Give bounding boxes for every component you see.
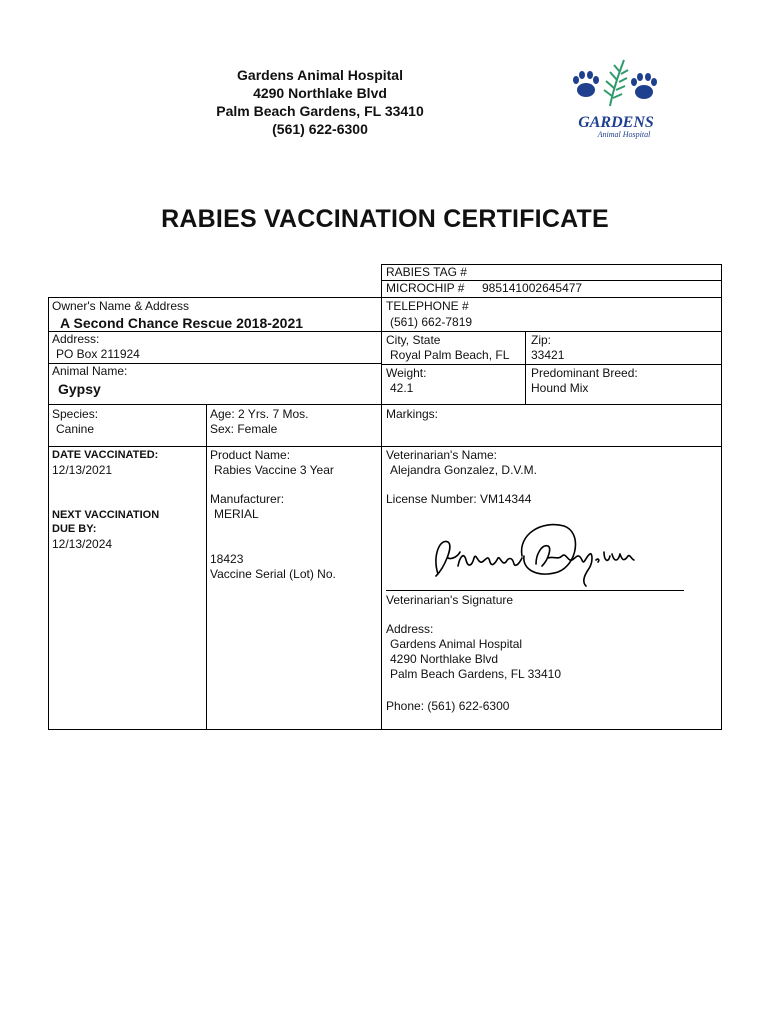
serial-label: Vaccine Serial (Lot) No. <box>210 567 336 581</box>
vet-address-2: 4290 Northlake Blvd <box>390 652 499 666</box>
address-value: PO Box 211924 <box>56 347 140 361</box>
paw-icon-right <box>631 73 657 99</box>
zip-value: 33421 <box>531 348 565 362</box>
divider-v-left <box>206 404 207 730</box>
certificate-title: RABIES VACCINATION CERTIFICATE <box>161 205 609 233</box>
telephone-label: TELEPHONE # <box>386 299 469 313</box>
microchip-label: MICROCHIP # <box>386 281 465 295</box>
hospital-header <box>180 66 460 138</box>
species-value: Canine <box>56 422 95 436</box>
next-vaccination-label-1: NEXT VACCINATION <box>52 509 160 521</box>
hospital-street: 4290 Northlake Blvd <box>253 85 387 101</box>
owner-label: Owner's Name & Address <box>52 299 190 313</box>
address-label: Address: <box>52 332 100 346</box>
vet-phone: Phone: (561) 622-6300 <box>386 699 510 713</box>
weight-label: Weight: <box>386 366 427 380</box>
date-vaccinated-value: 12/13/2021 <box>52 463 113 477</box>
paw-icon-left <box>573 71 599 97</box>
manufacturer-value: MERIAL <box>214 507 259 521</box>
vet-address-1: Gardens Animal Hospital <box>390 637 523 651</box>
telephone-value: (561) 662-7819 <box>390 315 473 329</box>
serial-value: 18423 <box>210 552 244 566</box>
divider-v-zip <box>525 331 526 404</box>
animal-name-label: Animal Name: <box>52 364 128 378</box>
city-state-label: City, State <box>386 333 441 347</box>
divider-h-5 <box>48 446 722 447</box>
product-label: Product Name: <box>210 448 291 462</box>
hospital-phone: (561) 622-6300 <box>272 121 368 137</box>
divider-h-3 <box>381 364 722 365</box>
vet-name-label: Veterinarian's Name: <box>386 448 498 462</box>
divider-h-4 <box>48 404 722 405</box>
hospital-city: Palm Beach Gardens, FL 33410 <box>216 103 424 119</box>
logo-text-main: GARDENS <box>578 114 654 131</box>
age-value: Age: 2 Yrs. 7 Mos. <box>210 407 309 421</box>
sex-value: Sex: Female <box>210 422 278 436</box>
vet-address-3: Palm Beach Gardens, FL 33410 <box>390 667 561 681</box>
product-value: Rabies Vaccine 3 Year <box>214 463 334 477</box>
breed-value: Hound Mix <box>531 381 589 395</box>
fern-icon <box>604 60 628 106</box>
breed-label: Predominant Breed: <box>531 366 638 380</box>
manufacturer-label: Manufacturer: <box>210 492 285 506</box>
zip-label: Zip: <box>531 333 552 347</box>
hospital-logo <box>566 56 666 142</box>
next-vaccination-value: 12/13/2024 <box>52 537 113 551</box>
vet-name-value: Alejandra Gonzalez, D.V.M. <box>390 463 537 477</box>
date-vaccinated-label: DATE VACCINATED: <box>52 449 159 461</box>
weight-value: 42.1 <box>390 381 414 395</box>
hospital-name: Gardens Animal Hospital <box>237 67 403 83</box>
logo-text-sub: Animal Hospital <box>597 130 651 139</box>
markings-label: Markings: <box>386 407 439 421</box>
owner-name: A Second Chance Rescue 2018-2021 <box>60 315 304 331</box>
vet-address-label: Address: <box>386 622 434 636</box>
signature-line <box>386 590 684 591</box>
next-vaccination-label-2: DUE BY: <box>52 523 97 535</box>
city-state-value: Royal Palm Beach, FL <box>390 348 510 362</box>
license-number: License Number: VM14344 <box>386 492 532 506</box>
divider-v-right <box>381 297 382 730</box>
vet-signature <box>418 516 638 592</box>
species-label: Species: <box>52 407 99 421</box>
microchip-value: 985141002645477 <box>482 281 583 295</box>
animal-name: Gypsy <box>58 381 101 397</box>
signature-label: Veterinarian's Signature <box>386 593 514 607</box>
rabies-tag-label: RABIES TAG # <box>386 265 467 279</box>
